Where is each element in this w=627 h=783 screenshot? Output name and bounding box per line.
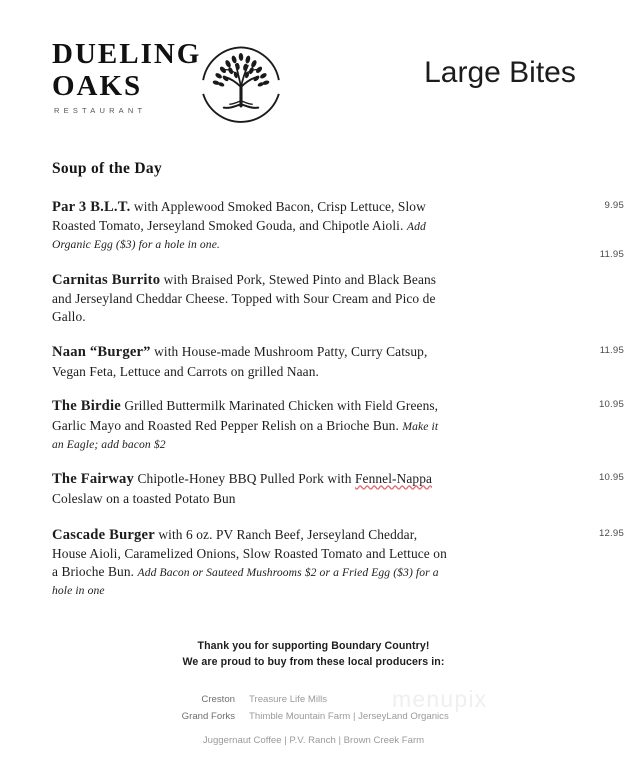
producer-names: Juggernaut Coffee | P.V. Ranch | Brown Creek Farm <box>202 734 425 746</box>
restaurant-logo <box>50 28 250 118</box>
menu-item-description-pre: Chipotle-Honey BBQ Pulled Pork with <box>134 471 355 487</box>
menu-item-description-post: Coleslaw on a toasted Potato Bun <box>52 490 236 506</box>
producer-region: Creston <box>201 694 235 705</box>
footer-thank-you: Thank you for supporting Boundary Country! <box>197 640 430 652</box>
menu-item-description: Grilled Buttermilk Marinated Chicken with Field Greens, Garlic Mayo and Roasted Red Pepper Relish on a Brioche Bun. <box>52 398 439 433</box>
logo-subtitle-restaurant: RESTAURANT <box>54 106 147 115</box>
menu-content <box>52 160 624 615</box>
menu-item-price: 12.95 <box>598 527 624 539</box>
menu-item-text <box>52 526 452 599</box>
menu-item-description: with Braised Pork, Stewed Pinto and Black Beans and Jerseyland Cheddar Cheese. Topped with Sour Cream and Pico de Gallo. <box>52 272 437 325</box>
menu-item-name: Par 3 B.L.T. <box>52 199 131 215</box>
menu-item-description: with House-made Mushroom Patty, Curry Catsup, Vegan Feta, Lettuce and Carrots on grilled Naan. <box>52 344 428 379</box>
menu-item-price: 10.95 <box>598 399 624 411</box>
menu-item-description: with Applewood Smoked Bacon, Crisp Lettuce, Slow Roasted Tomato, Jerseyland Smoked Gouda, and Chipotle Aioli. <box>52 199 426 234</box>
menu-item <box>52 343 624 380</box>
menu-item-text <box>52 343 452 380</box>
menu-item-description: with 6 oz. PV Ranch Beef, Jerseyland Cheddar, House Aioli, Caramelized Onions, Slow Roasted Tomato and Lettuce on a Brioche Bun. <box>52 526 447 579</box>
menu-item-price: 9.95 <box>604 200 624 211</box>
menu-item <box>52 249 624 326</box>
menu-item <box>52 526 624 599</box>
producer-region: Grand Forks <box>181 710 235 722</box>
menu-item-text <box>52 397 452 452</box>
menu-item-name: Cascade Burger <box>52 526 155 543</box>
menu-item-misspelled-word: Fennel-Nappa <box>355 471 433 487</box>
menu-item-text <box>52 198 452 253</box>
menu-item-note: Add Organic Egg ($3) for a hole in one. <box>52 220 426 252</box>
menu-item-name: Naan “Burger” <box>52 344 151 361</box>
menupix-watermark: menupix <box>392 686 488 712</box>
oak-tree-in-circle-icon <box>198 44 284 130</box>
menu-item <box>52 470 624 507</box>
logo-word-oaks: OAKS <box>52 70 143 102</box>
menu-item-name: The Fairway <box>52 471 135 488</box>
producer-names: Thimble Mountain Farm | JerseyLand Organics <box>249 710 449 722</box>
menu-header <box>0 18 627 118</box>
menu-item-price: 11.95 <box>599 249 624 261</box>
page-title: Large Bites <box>424 56 576 89</box>
menu-footer <box>0 638 627 671</box>
menu-item-text <box>52 271 452 326</box>
section-heading-soup-of-the-day: Soup of the Day <box>52 160 163 177</box>
footer-proud-line: We are proud to buy from these local producers in: <box>182 656 445 669</box>
menu-item-note: Add Bacon or Sauteed Mushrooms $2 or a Fried Egg ($3) for a hole in one <box>52 565 439 597</box>
menu-item-text <box>52 470 452 507</box>
menu-item-note: Make it an Eagle; add bacon $2 <box>52 419 439 451</box>
menu-item-price: 11.95 <box>599 345 624 357</box>
producer-names: Treasure Life Mills <box>249 694 328 705</box>
logo-word-dueling: DUELING <box>52 38 202 70</box>
menu-item-name: Carnitas Burrito <box>52 272 161 289</box>
menu-item-name: The Birdie <box>52 398 121 415</box>
producer-row <box>0 692 627 709</box>
menu-item <box>52 198 624 253</box>
menu-item <box>52 397 624 452</box>
producer-row <box>0 735 627 746</box>
local-producers-list <box>0 692 627 746</box>
producer-row <box>0 709 627 726</box>
menu-item-price: 10.95 <box>598 472 624 484</box>
